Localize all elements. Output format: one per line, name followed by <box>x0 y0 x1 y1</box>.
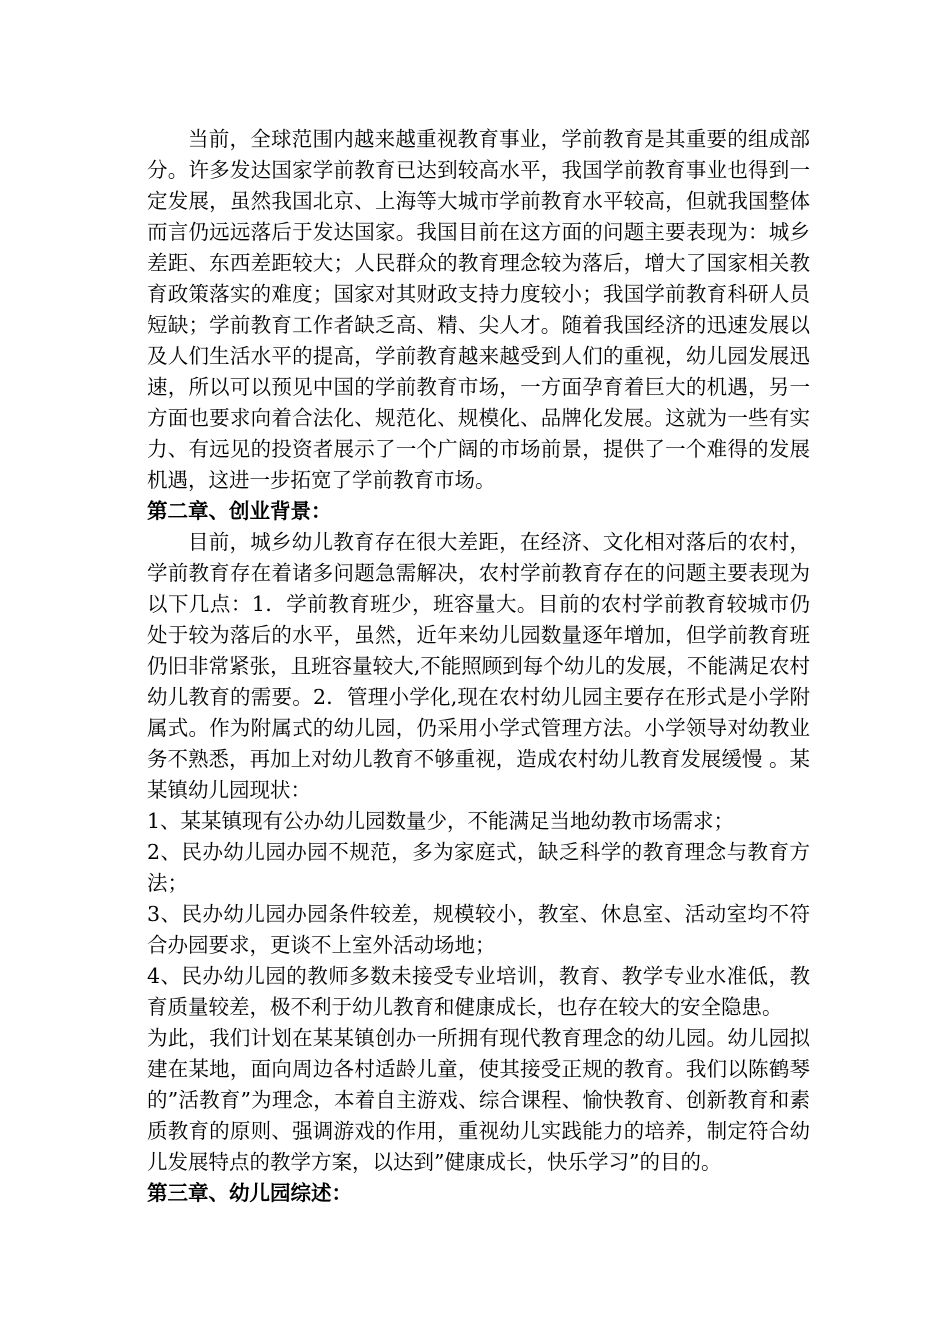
paragraph-background: 目前，城乡幼儿教育存在很大差距，在经济、文化相对落后的农村，学前教育存在着诸多问题急需解决，农村学前教育存在的问题主要表现为以下几点：1．学前教育班少，班容量大。目前的农村学前教育较城市仍处于较为落后的水平，虽然，近年来幼儿园数量逐年增加，但学前教育班仍旧非常紧张，且班容量较大,不能照顾到每个幼儿的发展，不能满足农村幼儿教育的需要。2．管理小学化,现在农村幼儿园主要存在形式是小学附属式。作为附属式的幼儿园，仍采用小学式管理方法。小学领导对幼教业务不熟悉，再加上对幼儿教育不够重视，造成农村幼儿教育发展缓慢 。某某镇幼儿园现状： <box>147 530 810 802</box>
chapter-2-heading: 第二章、创业背景： <box>147 499 332 523</box>
list-item-2: 2、民办幼儿园办园不规范，多为家庭式，缺乏科学的教育理念与教育方法； <box>147 840 810 895</box>
list-item-4: 4、民办幼儿园的教师多数未接受专业培训，教育、教学专业水准低，教育质量较差，极不利于幼儿教育和健康成长，也存在较大的安全隐患。 <box>147 964 810 1019</box>
list-item-3: 3、民办幼儿园办园条件较差，规模较小，教室、休息室、活动室均不符合办园要求，更谈不上室外活动场地； <box>147 902 810 957</box>
paragraph-market-overview: 当前，全球范围内越来越重视教育事业，学前教育是其重要的组成部分。许多发达国家学前教育已达到较高水平，我国学前教育事业也得到一定发展，虽然我国北京、上海等大城市学前教育水平较高，但就我国整体而言仍远远落后于发达国家。我国目前在这方面的问题主要表现为：城乡差距、东西差距较大；人民群众的教育理念较为落后，增大了国家相关教育政策落实的难度；国家对其财政支持力度较小；我国学前教育科研人员短缺；学前教育工作者缺乏高、精、尖人才。随着我国经济的迅速发展以及人们生活水平的提高，学前教育越来越受到人们的重视，幼儿园发展迅速，所以可以预见中国的学前教育市场，一方面孕育着巨大的机遇，另一方面也要求向着合法化、规范化、规模化、品牌化发展。这就为一些有实力、有远见的投资者展示了一个广阔的市场前景，提供了一个难得的发展机遇，这进一步拓宽了学前教育市场。 <box>147 127 810 492</box>
chapter-3-heading: 第三章、幼儿园综述： <box>147 1181 352 1205</box>
paragraph-plan: 为此，我们计划在某某镇创办一所拥有现代教育理念的幼儿园。幼儿园拟建在某地，面向周边各村适龄儿童，使其接受正规的教育。我们以陈鹤琴的”活教育”为理念，本着自主游戏、综合课程、愉快教育、创新教育和素质教育的原则、强调游戏的作用，重视幼儿实践能力的培养，制定符合幼儿发展特点的教学方案，以达到”健康成长，快乐学习”的目的。 <box>147 1026 810 1174</box>
document-body <box>147 124 810 1209</box>
list-item-1: 1、某某镇现有公办幼儿园数量少，不能满足当地幼教市场需求； <box>147 809 735 833</box>
